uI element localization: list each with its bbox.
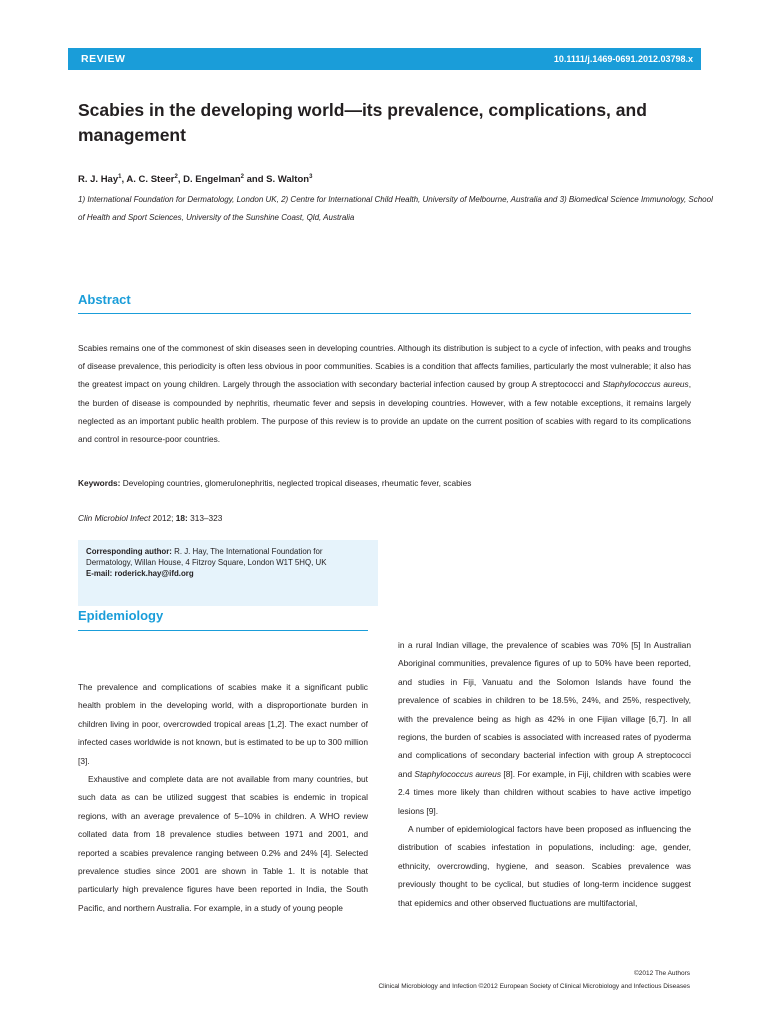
abstract-species: Staphylococcus aureus [602,379,689,390]
author-list [78,174,312,185]
article-title: Scabies in the developing world—its prevalence, complications, and management [78,100,647,145]
paragraph: A number of epidemiological factors have been proposed as influencing the distribution of scabies infestation in populations, including: age, gender, ethnicity, overcrowding, hygiene, and season. Scabies prevalence was previously thought to be cyclical, but studies of long-term incidence suggest that epidemics and other observed fluctuations are multifactorial, [398,824,691,908]
author-name: S. Walton [266,174,310,186]
keywords [78,478,691,488]
corresponding-label: Corresponding author: [86,547,172,556]
abstract-rule [78,313,691,314]
author-affiliation-marker: 2 [174,174,178,180]
author-separator: , [121,174,127,186]
affiliations: 1) International Foundation for Dermatology, London UK, 2) Centre for International Child Health, University of Melbourne, Australia and 3) Biomedical Science Immunology, School of Health and Sport Sciences, University of the Sunshine Coast, Qld, Australia [78,195,713,222]
corresponding-author-box [78,540,378,606]
author-name: A. C. Steer [126,174,175,186]
right-column [398,636,691,912]
author-separator: and [243,174,267,186]
abstract-text [78,339,691,448]
citation-volume: 18: [175,513,188,523]
epidemiology-rule [78,630,368,631]
author-affiliation-marker: 2 [240,174,244,180]
left-column [78,678,368,917]
author-separator: , [177,174,184,186]
corresponding-address: R. J. Hay, The International Foundation for Dermatology, Willan House, 4 Fitzroy Square, London W1T 5HQ, UK [86,547,327,568]
footer-copyright: ©2012 The Authors [634,970,690,977]
author-affiliation-marker: 1 [118,174,122,180]
citation-pages: 313–323 [187,513,223,523]
abstract-heading: Abstract [78,292,131,307]
corresponding-email[interactable]: E-mail: roderick.hay@ifd.org [86,569,194,579]
paragraph-part: in a rural Indian village, the prevalence of scabies was 70% [5] In Australian Aboriginal communities, prevalence figures of up to 50% have been reported, and studies in Fiji, Vanuatu and the Solomon Islands have found the prevalence of scabies in children to be 18.5%, 24%, and 25%, respectively, with the prevalence being as high as 42% in one Fijian village [6,7]. In all regions, the burden of scabies is associated with increased rates of pyoderma and complications of secondary bacterial infection with group A streptococci and [398,640,691,779]
author-affiliation-marker: 3 [309,174,313,180]
paragraph: Exhaustive and complete data are not available from many countries, but such data as can be utilized suggest that scabies is endemic in tropical regions, with an average prevalence of 5–10% in children. A WHO review collated data from 18 prevalence studies between 1971 and 2001, and reported a scabies prevalence ranging between 0.2% and 24% [4]. Selected prevalence studies since 2001 are shown in Table 1. It is notable that particularly high prevalence figures have been reported in India, the South Pacific, and northern Australia. For example, in a study of young people [78,774,368,913]
paragraph [398,636,691,820]
keywords-text: Developing countries, glomerulonephritis, neglected tropical diseases, rheumatic fever, scabies [120,478,472,488]
author-name: D. Engelman [183,174,241,186]
paragraph-species: Staphylococcus aureus [414,768,502,779]
epidemiology-heading: Epidemiology [78,608,164,623]
citation-journal: Clin Microbiol Infect [78,513,151,523]
paragraph-part: [8]. For example, in Fiji, children with scabies were 2.4 times more likely than children without scabies to have active impetigo lesions [9]. [398,768,691,816]
paragraph: The prevalence and complications of scabies make it a significant public health problem in the developing world, with a disproportionate burden in children living in poor, overcrowded tropical areas [1,2]. The exact number of infected cases worldwide is not known, but is estimated to be up to 300 million [3]. [78,682,368,766]
citation [78,513,222,523]
author-name: R. J. Hay [78,174,119,186]
abstract-part: Scabies remains one of the commonest of skin diseases seen in developing countries. Although its distribution is subject to a cycle of infection, with peaks and troughs of disease prevalence, this periodicity is often less obvious in poor communities. Scabies is a condition that affects families, particularly the most vulnerable; it also has the greatest impact on young children. Largely through the association with secondary bacterial infection caused by group A streptococci and [78,343,691,390]
abstract-part: , the burden of disease is compounded by nephritis, rheumatic fever and sepsis in developing countries. However, with a few notable exceptions, it remains largely neglected as an important public health problem. The purpose of this review is to provide an update on the current position of scabies with regard to its complications and control in resource-poor countries. [78,379,691,445]
article-type-label: REVIEW [81,53,126,65]
doi-link[interactable]: 10.1111/j.1469-0691.2012.03798.x [553,54,693,64]
footer-journal: Clinical Microbiology and Infection ©2012 European Society of Clinical Microbiology and Infectious Diseases [378,983,690,990]
header-bar [68,48,701,70]
keywords-label: Keywords: [78,478,121,488]
citation-year: 2012; [150,513,176,523]
